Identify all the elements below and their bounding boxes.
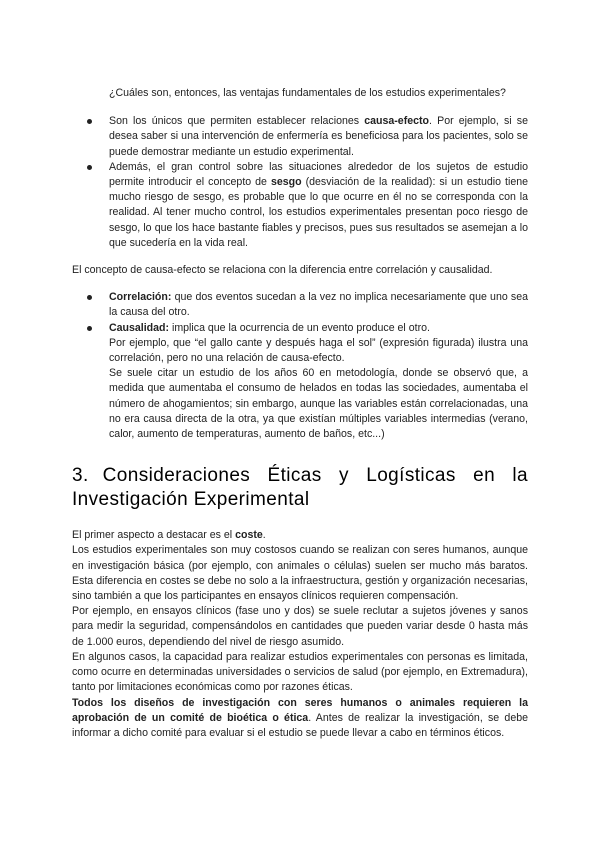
correlation-text: que dos eventos sucedan a la vez no implica necesariamente que uno sea la causa del otro. <box>109 291 528 319</box>
correlation-term: Correlación: <box>109 291 172 304</box>
advantage-1-text-end: . Por ejemplo, si se desea saber si una intervención de enfermería es beneficiosa para los pacientes, solo se puede demostrar mediante un estudio experimental. <box>109 115 528 158</box>
bullet-icon <box>87 295 92 300</box>
ethics-bold: Todos los diseños de investigación con seres humanos o animales requieren la aprobación de un comité de bioética o ética <box>72 696 528 724</box>
causality-example-1: Por ejemplo, que “el gallo cante y después haga el sol” (expresión figurada) ilustra una correlación, pero no una relación de causa-efecto. <box>109 336 528 365</box>
advantages-list <box>72 114 528 251</box>
bullet-icon <box>87 119 92 124</box>
section-number: 3. <box>72 465 89 487</box>
list-item <box>72 290 528 320</box>
advantage-1-text: Son los únicos que permiten establecer relaciones <box>109 115 365 128</box>
ethics-paragraph <box>72 696 528 742</box>
section-title: Consideraciones Éticas y Logísticas en la Investigación Experimental <box>72 465 528 511</box>
cost-section <box>72 528 528 741</box>
cost-paragraph-3: En algunos casos, la capacidad para realizar estudios experimentales con personas es limitada, como ocurre en determinadas universidades o servicios de salud (por ejemplo, en Extremadura), tanto por limitaciones económicas como por razones éticas. <box>72 650 528 694</box>
section-heading <box>72 464 528 512</box>
cost-paragraph-1: Los estudios experimentales son muy costosos cuando se realizan con seres humanos, aunque en investigación básica (por ejemplo, con animales o células) suelen ser mucho más baratos. Esta diferencia en costes se debe no solo a la infraestructura, gestión y organización necesarias, sino también a que los participantes en ensayos clínicos requieren compensación. <box>72 544 528 603</box>
causality-text: implica que la ocurrencia de un evento produce el otro. <box>169 321 430 334</box>
causality-intro: El concepto de causa-efecto se relaciona con la diferencia entre correlación y causalidad. <box>72 264 493 277</box>
cost-term: coste <box>235 529 263 542</box>
causality-example-2: Se suele citar un estudio de los años 60 en metodología, donde se observó que, a medida que aumentaba el consumo de helados en todas las sociedades, aumentaba el número de ahogamientos; sin embargo, aunque las variables están correlacionadas, una no era causa directa de la otra, ya que existían múltiples variables intermedias (verano, calor, aumento de temperaturas, aumento de baños, etc...) <box>109 367 528 441</box>
cost-intro <box>72 528 528 543</box>
ethics-text: . Antes de realizar la investigación, se debe informar a dicho comité para evaluar si el estudio se puede llevar a cabo en términos éticos. <box>72 711 528 739</box>
bullet-icon <box>87 165 92 170</box>
advantage-2-bold: sesgo <box>270 176 302 189</box>
cost-intro-end: . <box>262 529 266 542</box>
cost-paragraph-2: Por ejemplo, en ensayos clínicos (fase uno y dos) se suele reclutar a sujetos jóvenes y sanos para medir la seguridad, compensándolos en cantidades que pueden variar desde 0 hasta más de 1.000 euros, dependiendo del nivel de riesgo asumido. <box>72 605 528 648</box>
list-item <box>72 160 528 251</box>
list-item <box>72 321 528 443</box>
bullet-icon <box>87 326 92 331</box>
advantage-1-bold: causa-efecto <box>364 115 430 128</box>
question-paragraph: ¿Cuáles son, entonces, las ventajas fundamentales de los estudios experimentales? <box>109 87 506 99</box>
list-item <box>72 114 528 160</box>
cost-intro-text: El primer aspecto a destacar es el <box>72 529 236 542</box>
causality-term: Causalidad: <box>109 321 170 334</box>
concepts-list <box>72 290 528 442</box>
advantage-2-text: Además, el gran control sobre las situaciones alrededor de los sujetos de estudio permite introducir el concepto de <box>109 160 528 189</box>
advantage-2-text-end: (desviación de la realidad): si un estudio tiene mucho riesgo de sesgo, es probable que lo que ocurre en él no se corresponda con la realidad. Al tener mucho control, los estudios experimentales presentan poco riesgo de sesgo, lo que los hace bastante fiables y precisos, pues sus resultados se asemejan a lo que sucedería en la vida real. <box>109 176 528 249</box>
